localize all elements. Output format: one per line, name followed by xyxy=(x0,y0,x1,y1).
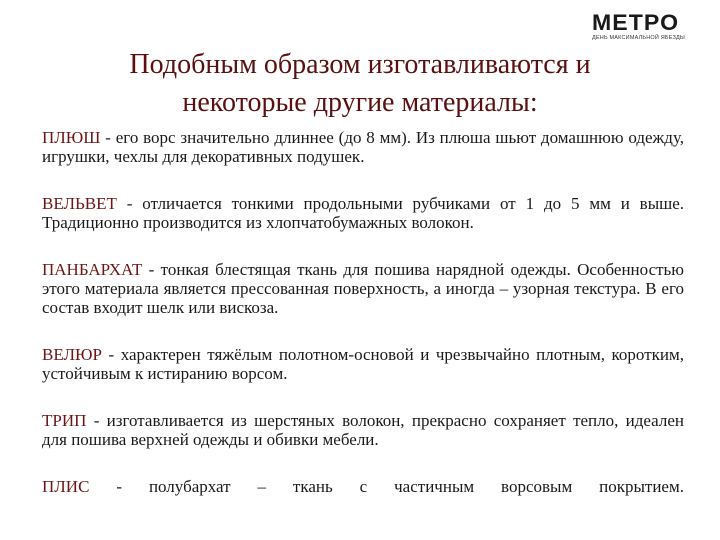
logo-tagline: ДЕНЬ МАКСИМАЛЬНОЙ ЯБЕЗДЫ xyxy=(592,35,685,41)
material-item-plush xyxy=(42,128,684,166)
material-description: - тонкая блестящая ткань для пошива нарядной одежды. Особенностью этого материала является прессованная поверхность, а иногда – узорная текстура. В его состав входит шелк или вискоза. xyxy=(42,260,684,317)
metro-logo xyxy=(592,12,692,41)
material-item-plis xyxy=(42,477,684,496)
page-title xyxy=(60,46,660,122)
material-item-velvet xyxy=(42,194,684,232)
title-line-1: Подобным образом изготавливаются и xyxy=(129,49,591,80)
material-description: - характерен тяжёлым полотном-основой и чрезвычайно плотным, коротким, устойчивым к истиранию ворсом. xyxy=(42,345,684,383)
material-term: ВЕЛЮР xyxy=(42,345,102,364)
material-description: - отличается тонкими продольными рубчиками от 1 до 5 мм и выше. Традиционно производится из хлопчатобумажных волокон. xyxy=(42,194,684,232)
material-term: ПЛЮШ xyxy=(42,128,101,147)
material-item-velour xyxy=(42,345,684,383)
material-description: - изготавливается из шерстяных волокон, прекрасно сохраняет тепло, идеален для пошива верхней одежды и обивки мебели. xyxy=(42,411,684,449)
material-item-panbarkhat xyxy=(42,260,684,317)
material-term: ВЕЛЬВЕТ xyxy=(42,194,117,213)
material-item-trip xyxy=(42,411,684,449)
material-description: - его ворс значительно длиннее (до 8 мм). Из плюша шьют домашнюю одежду, игрушки, чехлы для декоративных подушек. xyxy=(42,128,684,166)
material-term: ПЛИС xyxy=(42,477,90,496)
logo-wordmark: МЕТРО xyxy=(592,10,680,35)
material-term: ПАНБАРХАТ xyxy=(42,260,143,279)
material-description: - полубархат – ткань с частичным ворсовым покрытием. xyxy=(89,477,684,496)
title-line-2: некоторые другие материалы: xyxy=(182,87,538,118)
materials-list xyxy=(42,128,684,524)
material-term: ТРИП xyxy=(42,411,87,430)
